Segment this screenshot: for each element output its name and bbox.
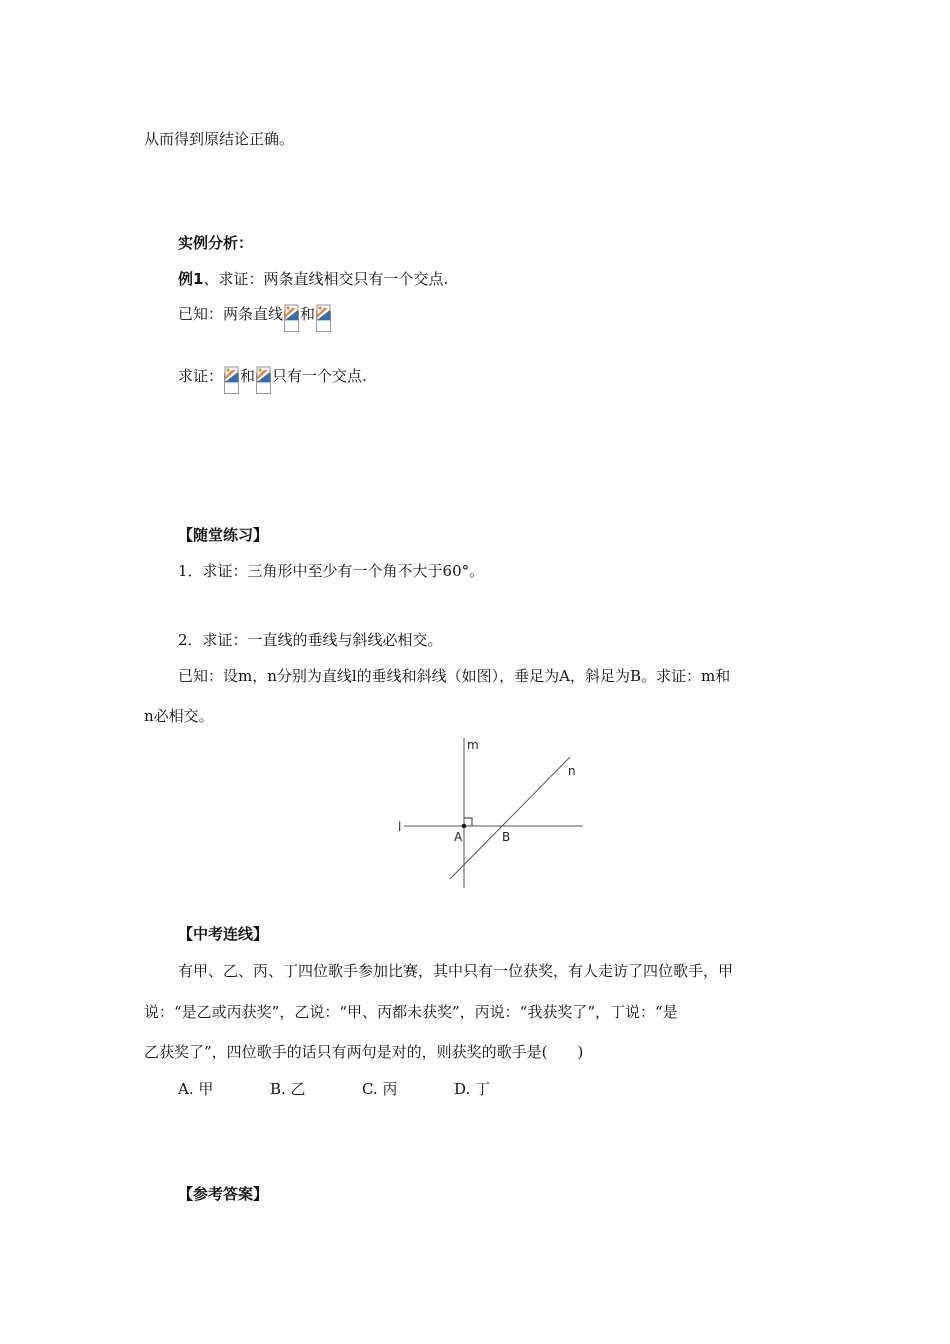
practice-question-2: 2．求证：一直线的垂线与斜线必相交。 [178, 631, 443, 649]
broken-image-icon [284, 303, 299, 333]
practice-question-2-given-cont: n必相交。 [144, 707, 214, 725]
label-n: n [568, 764, 576, 778]
practice-heading: 【随堂练习】 [178, 526, 269, 544]
example-1-label: 例1 [178, 270, 204, 288]
option-a: A. 甲 [178, 1080, 214, 1098]
prove-prefix: 求证： [178, 367, 224, 385]
option-c: C. 丙 [362, 1080, 398, 1098]
practice-question-2-given: 已知：设m，n分别为直线l的垂线和斜线（如图），垂足为A，斜足为B。求证：m和 [178, 667, 731, 685]
label-m: m [467, 738, 479, 752]
geometry-figure [396, 736, 596, 896]
prove-and: 和 [240, 367, 256, 385]
exam-options [178, 1078, 490, 1099]
example-heading: 实例分析： [178, 234, 254, 252]
answer-heading: 【参考答案】 [178, 1185, 269, 1203]
example-1-prove [178, 365, 367, 395]
example-1-statement [178, 268, 448, 289]
label-l: l [398, 820, 402, 834]
exam-heading: 【中考连线】 [178, 925, 269, 943]
broken-image-icon [224, 365, 239, 395]
label-a: A [454, 830, 463, 844]
broken-image-icon [316, 303, 331, 333]
exam-question-line-2: 说：“是乙或丙获奖”，乙说：“甲、丙都未获奖”，丙说：“我获奖了”，丁说：“是 [144, 1003, 678, 1021]
exam-question-line-1: 有甲、乙、丙、丁四位歌手参加比赛，其中只有一位获奖，有人走访了四位歌手，甲 [178, 962, 734, 980]
option-d: D. 丁 [454, 1080, 491, 1098]
example-1-text: 、求证：两条直线相交只有一个交点. [203, 270, 449, 288]
option-b: B. 乙 [270, 1080, 306, 1098]
conclusion-text: 从而得到原结论正确。 [144, 130, 295, 148]
broken-image-icon [256, 365, 271, 395]
label-b: B [502, 830, 511, 844]
prove-suffix: 只有一个交点. [272, 367, 367, 385]
given-and: 和 [300, 305, 316, 323]
practice-question-1: 1．求证：三角形中至少有一个角不大于60°。 [178, 562, 485, 580]
example-1-given [178, 303, 332, 333]
given-prefix: 已知：两条直线 [178, 305, 284, 323]
point-a [462, 824, 466, 828]
exam-question-line-3: 乙获奖了”，四位歌手的话只有两句是对的，则获奖的歌手是( ) [144, 1043, 584, 1061]
